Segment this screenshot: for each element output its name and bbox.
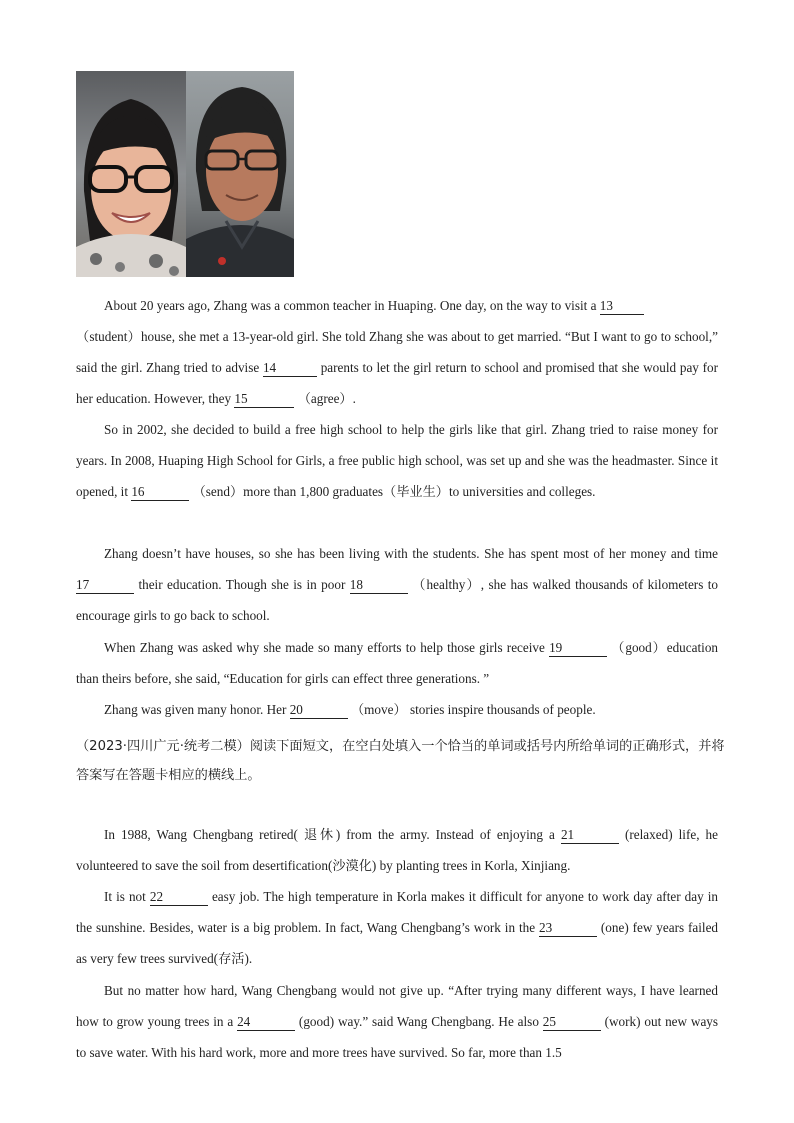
blank-25[interactable]: 25 [543,1014,601,1031]
text-segment: （move） stories inspire thousands of people. [350,702,596,717]
text-segment: In 1988, Wang Chengbang retired( 退休) from the army. Instead of enjoying a [104,827,555,842]
text-segment: About 20 years ago, Zhang was a common teacher in Huaping. One day, on the way to visit a [104,298,597,313]
text-segment: But no matter how hard, Wang Chengbang would not give up. “After trying many different ways, I have learned how to grow young trees in a [76,983,718,1029]
text-segment: （good）education than theirs before, she said, “Education for girls can effect three generations. ” [76,640,719,686]
photo-older-zhang [186,71,294,277]
text-segment: easy job. The high temperature in Korla makes it difficult for anyone to work day after day in the sunshine. Besides, water is a big problem. In fact, Wang Chengbang’s work in the [76,889,719,935]
text-segment: （agree）. [297,391,356,406]
text-segment: (relaxed) life, he volunteered to save the soil from desertification(沙漠化) by planting trees in Korla, Xinjiang. [76,827,718,873]
photo-portraits [76,71,294,277]
text-segment: （healthy）, she has walked thousands of kilometers to encourage girls to go back to school. [76,577,719,623]
text-segment: （send）more than 1,800 graduates（毕业生）to universities and colleges. [192,484,596,499]
blank-21[interactable]: 21 [561,827,619,844]
passage1-paragraph-3 [76,538,718,631]
passage2-paragraph-3 [76,975,718,1068]
blank-22[interactable]: 22 [150,889,208,906]
text-segment: So in 2002, she decided to build a free high school to help the girls like that girl. Zhang tried to raise money for years. In 2008, Huaping High School for Girls, a free public high school, was set up and she was the headmaster. Since it opened, it [76,422,718,499]
blank-20[interactable]: 20 [290,702,348,719]
photo-young-zhang [76,71,186,277]
blank-24[interactable]: 24 [237,1014,295,1031]
text-segment: It is not [104,889,146,904]
blank-17[interactable]: 17 [76,577,134,594]
text-segment: (one) few years failed as very few trees survived(存活). [76,920,719,966]
text-segment: their education. Though she is in poor [138,577,346,592]
passage1-paragraph-2 [76,414,718,507]
blank-23[interactable]: 23 [539,920,597,937]
section-instructions: （2023·四川广元·统考二模）阅读下面短文，在空白处填入一个恰当的单词或括号内所给单词的正确形式，并将答案写在答题卡相应的横线上。 [76,739,725,783]
blank-19[interactable]: 19 [549,640,607,657]
passage2-paragraph-2 [76,881,718,974]
text-segment: parents to let the girl return to school and promised that she would pay for her education. However, they [76,360,719,406]
blank-13[interactable]: 13 [600,298,644,315]
text-segment: (good) way.” said Wang Chengbang. He also [298,1014,539,1029]
blank-16[interactable]: 16 [131,484,189,501]
text-segment: When Zhang was asked why she made so many efforts to help those girls receive [104,640,545,655]
text-segment: （student）house, she met a 13-year-old girl. She told Zhang she was about to get married. “But I want to go to school,” said the girl. Zhang tried to advise [76,329,718,375]
passage2-paragraph-1 [76,819,718,881]
passage1-paragraph-1 [76,290,718,414]
text-segment: Zhang doesn’t have houses, so she has been living with the students. She has spent most of her money and time [104,546,718,561]
blank-15[interactable]: 15 [234,391,294,408]
passage1-paragraph-4 [76,632,718,694]
blank-18[interactable]: 18 [350,577,408,594]
blank-14[interactable]: 14 [263,360,317,377]
passage1-paragraph-5 [76,694,718,725]
text-segment: Zhang was given many honor. Her [104,702,287,717]
text-segment: (work) out new ways to save water. With his hard work, more and more trees have survived. So far, more than 1.5 [76,1014,719,1060]
